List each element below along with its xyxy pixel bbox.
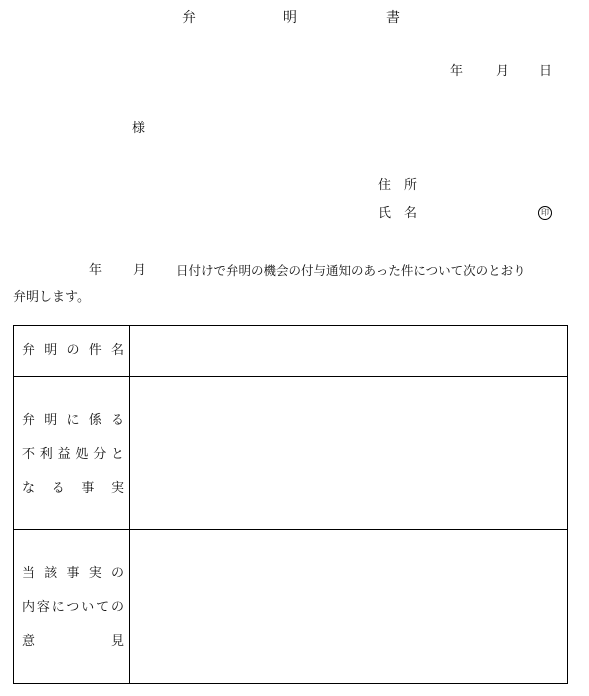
table-row-subject [13,325,568,377]
form-table [13,325,568,684]
title-char-3: 書 [386,10,400,26]
date-month-label: 月 [496,64,510,79]
label-opinion-line-2: 内容についての [22,600,124,615]
body-line-1: 日付けで弁明の機会の付与通知のあった件について次のとおり [176,263,526,278]
table-row-facts [13,376,568,530]
address-label: 住 所 [378,178,418,193]
table-row-opinion [13,529,568,684]
label-facts-line-3: なる事実 [22,481,124,496]
label-opinion-line-1: 当該事実の [22,566,124,581]
title-char-1: 弁 [182,10,196,26]
addressee-suffix: 様 [132,121,146,136]
name-label: 氏 名 [378,206,418,221]
body-month-label: 月 [133,263,147,278]
value-cell-opinion[interactable] [130,530,567,683]
value-cell-subject[interactable] [130,326,567,376]
title-char-2: 明 [283,10,297,26]
label-cell-opinion [14,530,130,683]
date-year-label: 年 [450,64,464,79]
label-facts-line-2: 不利益処分と [22,447,124,462]
label-subject: 弁明の件名 [22,343,124,358]
seal-icon: 印 [538,206,552,220]
date-day-label: 日 [539,64,553,79]
label-opinion-line-3: 意見 [22,634,124,649]
value-cell-facts[interactable] [130,377,567,529]
body-year-label: 年 [89,263,103,278]
label-cell-subject [14,326,130,376]
label-cell-facts [14,377,130,529]
label-facts-line-1: 弁明に係る [22,413,124,428]
body-line-2: 弁明します。 [13,290,90,305]
